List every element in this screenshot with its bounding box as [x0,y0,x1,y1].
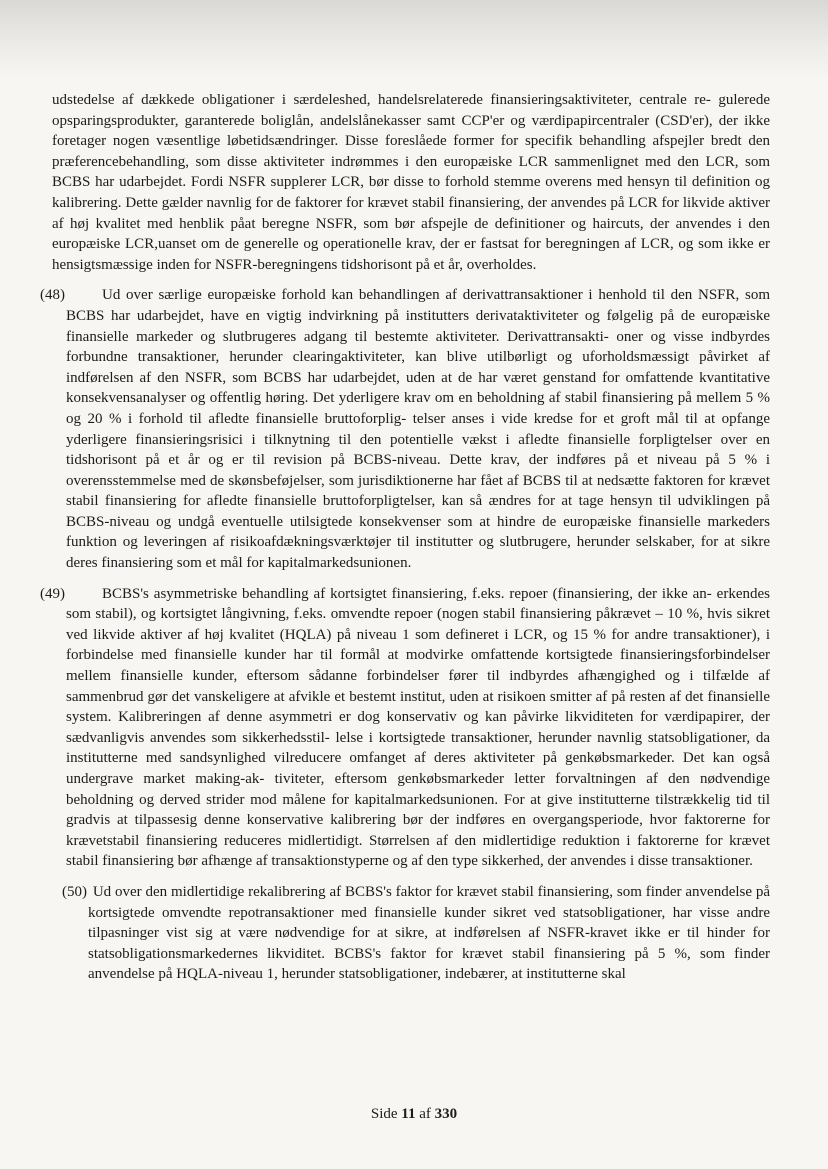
recital-text: Ud over særlige europæiske forhold kan behandlingen af derivattransaktioner i henhold til den NSFR, som BCBS har udarbejdet, have en vigtig indvirkning på institutters derivataktiviteter og følgelig på de europæiske finansielle markeder og slutbrugeres adgang til bestemte aktiviteter. Derivattransakti- oner og visse indbyrdes forbundne transaktioner, herunder clearingaktiviteter, kan blive utilbørligt og uforholdsmæssigt påvirket af indførelsen af den NSFR, som BCBS har udarbejdet, uden at de har været genstand for omfattende kvantitative konsekvensanalyser og offentlig høring. Det yderligere krav om en beholdning af stabil finansiering på mellem 5 % og 20 % i forhold til afledte finansielle bruttoforplig- telser anses i vide kredse for et groft mål til at opfange yderligere finansieringsrisici i tilknytning til den potentielle vækst i afledte finansielle forpligtelser over en tidshorisont på et år og er til revision på BCBS-niveau. Dette krav, der indføres på et niveau på 5 % i overensstemmelse med de skønsbeføjelser, som jurisdiktionerne har fået af BCBS til at nedsætte faktoren for krævet stabil finansiering for afledte finansielle bruttoforpligtelser, kan så ændres for at tage hensyn til udviklingen på BCBS-niveau og undgå eventuelle utilsigtede konsekvenser som at hindre de europæiske finansielle markeders funktion og leveringen af risikoafdækningsværktøjer til institutter og slutbrugere, herunder selskaber, for at sikre deres finansiering som et mål for kapitalmarkedsunionen. [66,287,770,572]
footer-page-number: 11 [401,1106,416,1122]
recital-48 [40,285,770,573]
recital-number: (48) [40,287,65,304]
recital-number: (49) [40,585,65,602]
recital-number: (50) [62,883,87,900]
footer-page-total: 330 [434,1106,458,1122]
recital-49 [40,584,770,872]
scan-shadow [0,0,828,80]
recital-50 [62,882,770,985]
footer-middle: af [419,1106,431,1122]
document-page [40,90,770,985]
recital-text: Ud over den midlertidige rekalibrering af BCBS's faktor for krævet stabil finansiering, som finder anvendelse på kortsigtede omvendte repotransaktioner med finansielle kunder sikret ved statsobligationer, har visse andre tilpasninger vist sig at være nødvendige for at sikre, at indførelsen af NSFR-kravet ikke er til hinder for statsobligationsmarkedernes likviditet. BCBS's faktor for krævet stabil finansiering på 5 %, som finder anvendelse på HQLA-niveau 1, herunder statsobligationer, indebærer, at institutterne skal [88,883,771,983]
lead-paragraph: udstedelse af dækkede obligationer i særdeleshed, handelsrelaterede finansieringsaktiviteter, centrale re- gulerede opsparingsprodukter, garanterede boliglån, andelslånekasser samt CCP'er og værdipapircentraler (CSD'er), der ikke foretager nogen væsentlige løbetidsændringer. Disse foreslåede former for specifik behandling afspejler bredt den præferencebehandling, som disse aktiviteter indrømmes i den europæiske LCR sammenlignet med den LCR, som BCBS har udarbejdet. Fordi NSFR supplerer LCR, bør disse to forhold stemme overens med hensyn til definition og kalibrering. Dette gælder navnlig for de faktorer for krævet stabil finansiering, der anvendes på LCR for likvide aktiver af høj kvalitet med henblik påat beregne NSFR, som bør afspejle de definitioner og haircuts, der anvendes i den europæiske LCR,uanset om de generelle og operationelle krav, der er fastsat for beregningen af LCR, og som ikke er hensigtsmæssige inden for NSFR-beregningens tidshorisont på et år, overholdes. [52,92,770,273]
recital-text: BCBS's asymmetriske behandling af kortsigtet finansiering, f.eks. repoer (finansiering, der ikke an- erkendes som stabil), og kortsigtet långivning, f.eks. omvendte repoer (nogen stabil finansiering påkrævet – 10 %, hvis sikret ved likvide aktiver af høj kvalitet (HQLA) på niveau 1 som defineret i LCR, og 15 % for andre transaktioner), i forbindelse med finansielle kunder har til formål at modvirke omfattende kortsigtede finansieringsforbindelser mellem finansielle kunder, eftersom sådanne forbindelser fører til indbyrdes afhængighed og i tilfælde af sammenbrud gør det vanskeligere at afvikle et bestemt institut, uden at risikoen smitter af på resten af det finansielle system. Kalibreringen af denne asymmetri er dog konservativ og kan påvirke likviditeten for værdipapirer, der sædvanligvis anvendes som sikkerhedsstil- lelse i kortsigtede transaktioner, herunder navnlig statsobligationer, da institutterne med sandsynlighed vilreducere omfanget af deres aktiviteter på genkøbsmarkeder. Det kan også undergrave market making-ak- tiviteter, eftersom genkøbsmarkeder letter forvaltningen af den nødvendige beholdning og derved strider mod målene for kapitalmarkedsunionen. For at give institutterne tilstrækkelig tid til gradvis at tilpassesig denne konservative kalibrering bør der indføres en overgangsperiode, hvor faktorerne for krævetstabil finansiering reduceres midlertidigt. Størrelsen af den midlertidige reduktion i faktorerne for krævet stabil finansiering bør afhænge af transaktionstyperne og af den type sikkerhed, der anvendes i disse transaktioner. [66,585,770,870]
page-footer [0,1106,828,1123]
footer-prefix: Side [370,1106,398,1122]
